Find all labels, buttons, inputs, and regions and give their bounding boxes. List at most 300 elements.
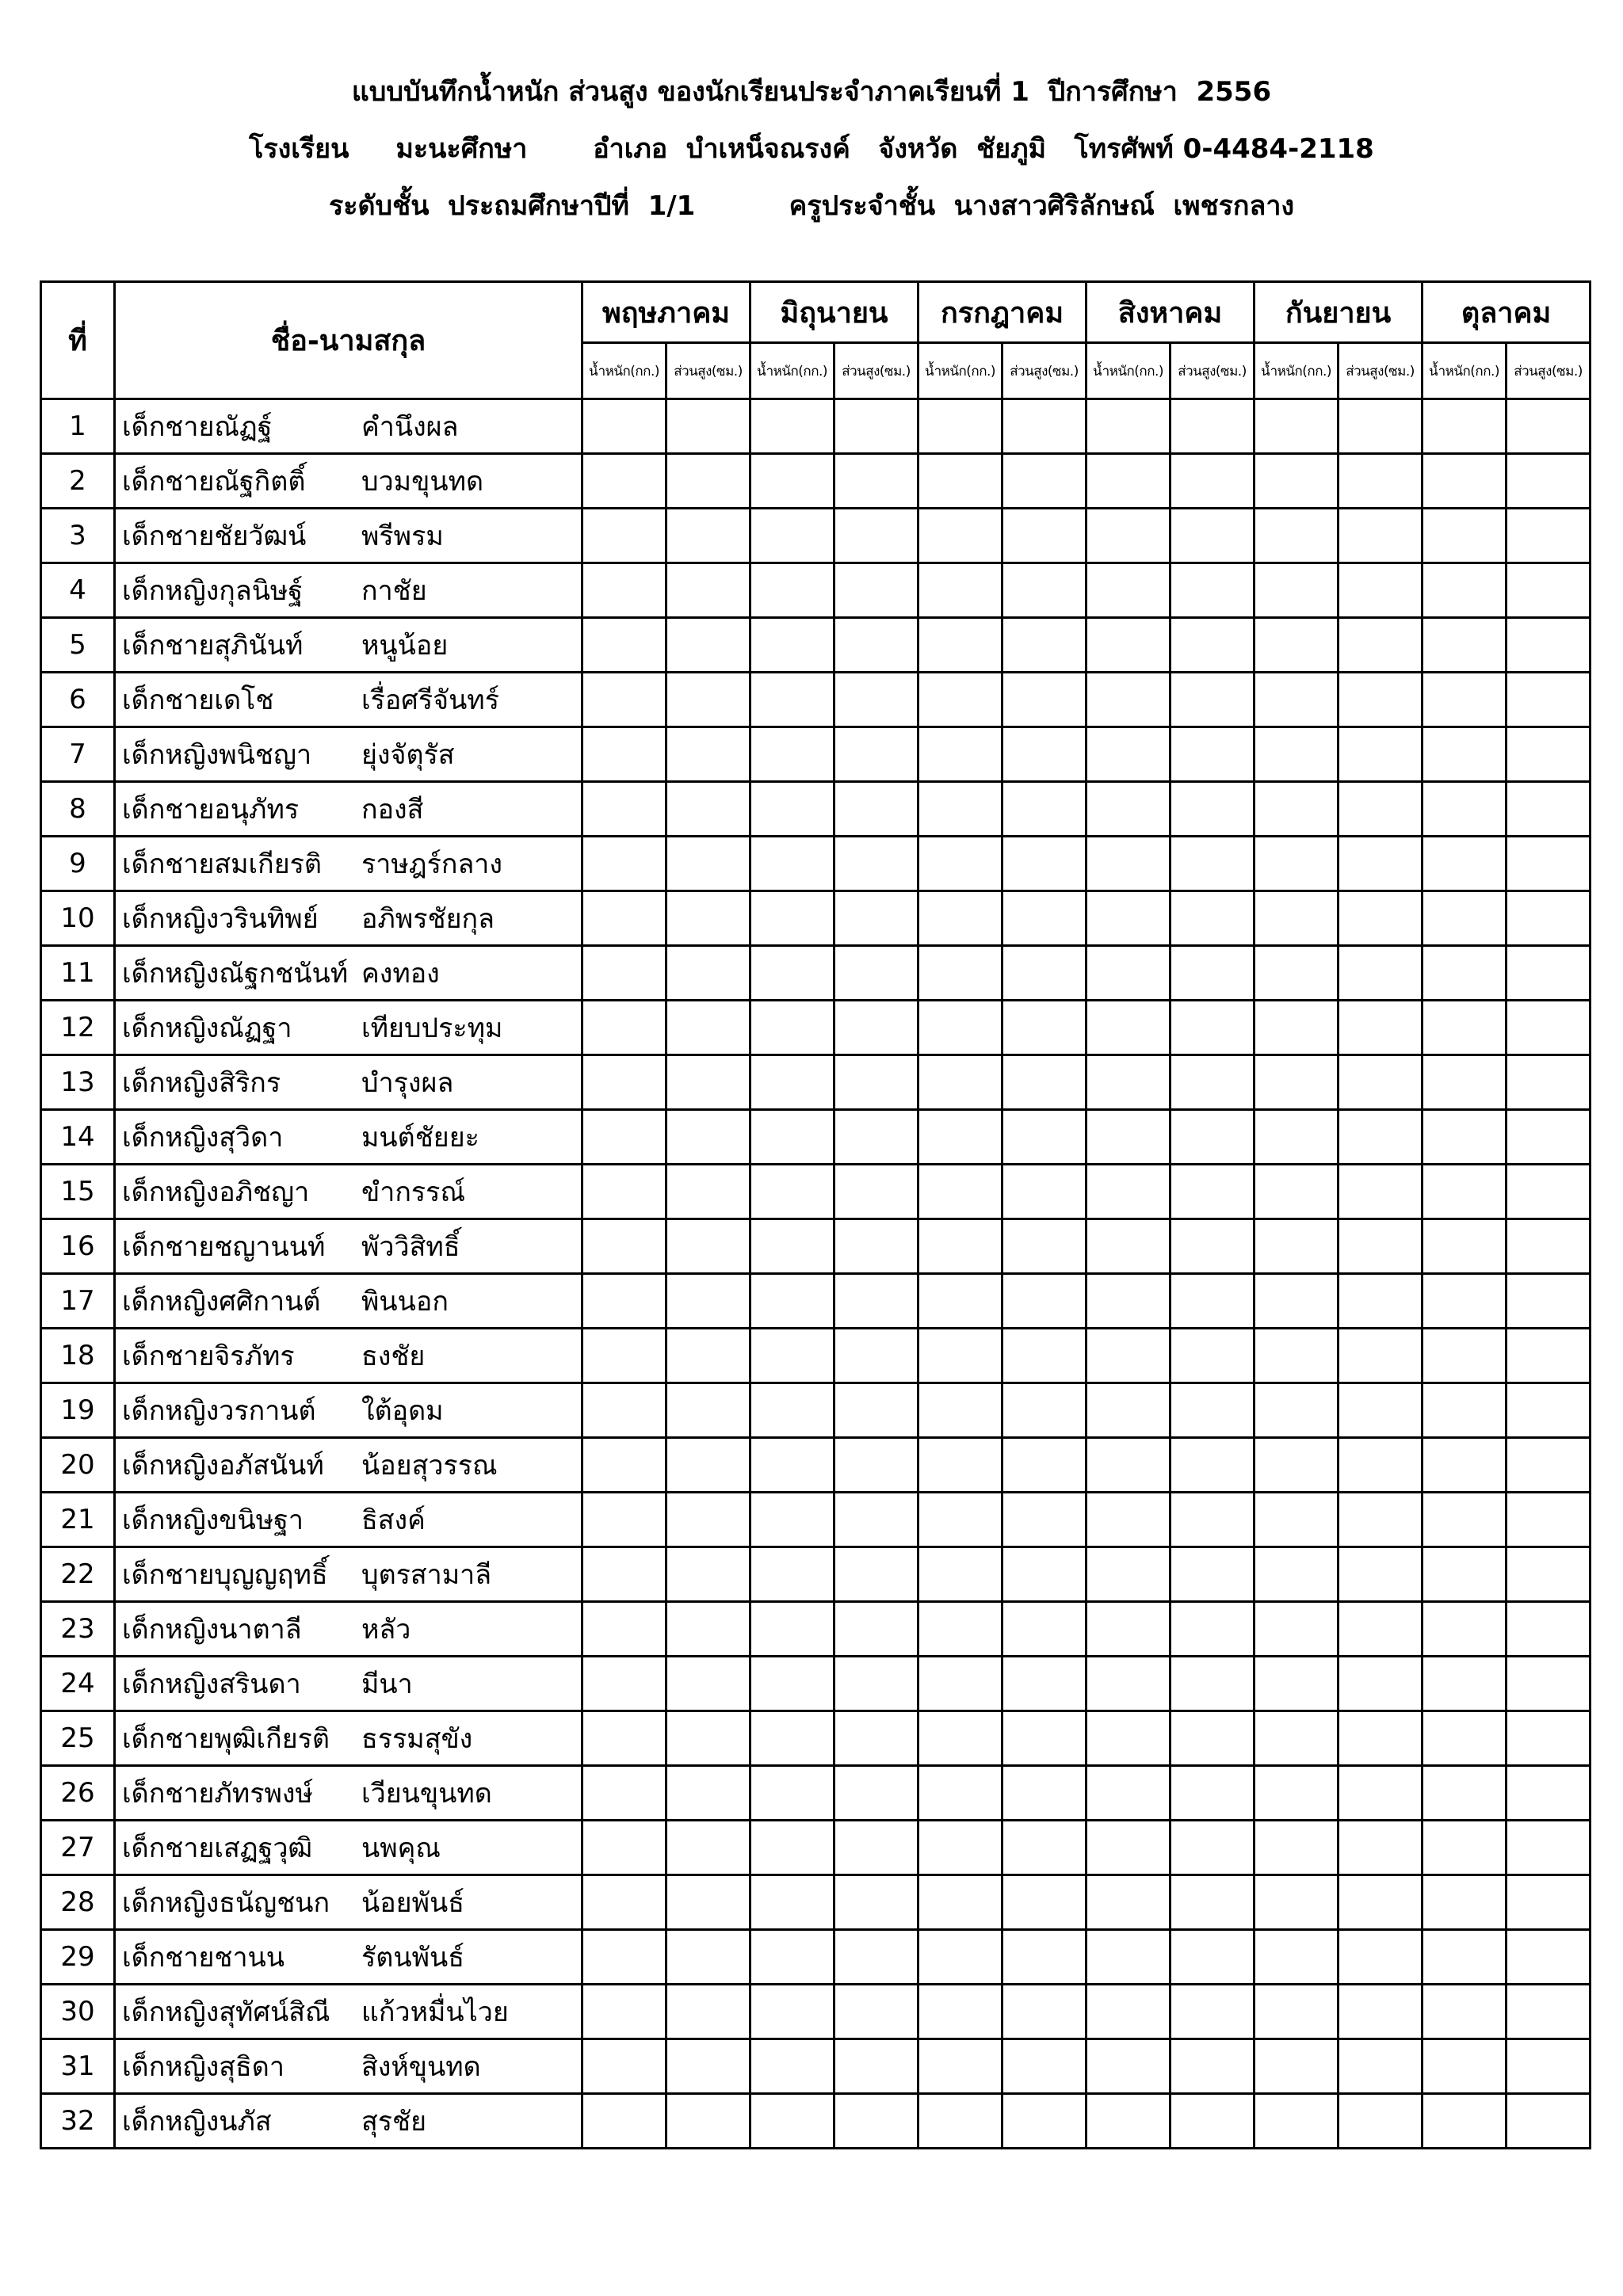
height-cell[interactable] [1338,1875,1423,1930]
height-cell[interactable] [1002,891,1086,946]
height-cell[interactable] [1507,2039,1591,2094]
weight-cell[interactable] [918,1001,1002,1055]
height-cell[interactable] [1170,1110,1254,1165]
height-cell[interactable] [1507,891,1591,946]
weight-cell[interactable] [1086,1930,1170,1985]
height-cell[interactable] [1002,1930,1086,1985]
weight-cell[interactable] [582,1875,666,1930]
weight-cell[interactable] [918,782,1002,837]
weight-cell[interactable] [1423,782,1507,837]
weight-cell[interactable] [1423,837,1507,891]
height-cell[interactable] [1338,1055,1423,1110]
height-cell[interactable] [1507,1165,1591,1219]
height-cell[interactable] [666,1821,750,1875]
height-cell[interactable] [1338,782,1423,837]
weight-cell[interactable] [918,1383,1002,1438]
weight-cell[interactable] [582,618,666,673]
weight-cell[interactable] [1086,1055,1170,1110]
weight-cell[interactable] [1086,618,1170,673]
weight-cell[interactable] [1086,1329,1170,1383]
weight-cell[interactable] [1423,454,1507,509]
weight-cell[interactable] [1086,1110,1170,1165]
height-cell[interactable] [1507,563,1591,618]
weight-cell[interactable] [1254,1547,1338,1602]
weight-cell[interactable] [750,1110,834,1165]
height-cell[interactable] [834,946,918,1001]
weight-cell[interactable] [750,1438,834,1493]
weight-cell[interactable] [1254,727,1338,782]
height-cell[interactable] [666,1711,750,1766]
height-cell[interactable] [1507,673,1591,727]
weight-cell[interactable] [1086,509,1170,563]
weight-cell[interactable] [750,2094,834,2149]
height-cell[interactable] [834,1110,918,1165]
height-cell[interactable] [1507,727,1591,782]
weight-cell[interactable] [1254,1110,1338,1165]
height-cell[interactable] [666,782,750,837]
height-cell[interactable] [666,1001,750,1055]
height-cell[interactable] [1170,1001,1254,1055]
height-cell[interactable] [666,673,750,727]
height-cell[interactable] [666,509,750,563]
weight-cell[interactable] [1086,1438,1170,1493]
height-cell[interactable] [834,837,918,891]
height-cell[interactable] [834,1657,918,1711]
weight-cell[interactable] [918,1110,1002,1165]
weight-cell[interactable] [582,1821,666,1875]
height-cell[interactable] [834,1001,918,1055]
weight-cell[interactable] [750,1821,834,1875]
weight-cell[interactable] [1086,563,1170,618]
weight-cell[interactable] [1423,1329,1507,1383]
height-cell[interactable] [1170,727,1254,782]
weight-cell[interactable] [582,1766,666,1821]
height-cell[interactable] [1338,1711,1423,1766]
weight-cell[interactable] [750,1602,834,1657]
height-cell[interactable] [834,1219,918,1274]
weight-cell[interactable] [918,1711,1002,1766]
weight-cell[interactable] [750,1493,834,1547]
height-cell[interactable] [834,1547,918,1602]
weight-cell[interactable] [1086,891,1170,946]
height-cell[interactable] [666,1985,750,2039]
weight-cell[interactable] [1254,1493,1338,1547]
height-cell[interactable] [1338,618,1423,673]
weight-cell[interactable] [918,1493,1002,1547]
height-cell[interactable] [1507,1110,1591,1165]
height-cell[interactable] [1338,509,1423,563]
weight-cell[interactable] [1086,1001,1170,1055]
height-cell[interactable] [666,1930,750,1985]
weight-cell[interactable] [1086,1274,1170,1329]
height-cell[interactable] [834,1875,918,1930]
weight-cell[interactable] [1423,2039,1507,2094]
weight-cell[interactable] [1254,1438,1338,1493]
weight-cell[interactable] [918,399,1002,454]
weight-cell[interactable] [1423,1985,1507,2039]
weight-cell[interactable] [582,454,666,509]
weight-cell[interactable] [1254,1875,1338,1930]
height-cell[interactable] [1338,1766,1423,1821]
weight-cell[interactable] [750,509,834,563]
weight-cell[interactable] [1086,946,1170,1001]
weight-cell[interactable] [1086,1657,1170,1711]
height-cell[interactable] [1002,1001,1086,1055]
height-cell[interactable] [666,1165,750,1219]
weight-cell[interactable] [750,727,834,782]
weight-cell[interactable] [582,1985,666,2039]
height-cell[interactable] [1507,1547,1591,1602]
height-cell[interactable] [1507,1329,1591,1383]
weight-cell[interactable] [1086,399,1170,454]
height-cell[interactable] [834,563,918,618]
weight-cell[interactable] [582,1602,666,1657]
height-cell[interactable] [1507,1602,1591,1657]
weight-cell[interactable] [918,509,1002,563]
weight-cell[interactable] [582,673,666,727]
height-cell[interactable] [1170,1875,1254,1930]
height-cell[interactable] [1002,1329,1086,1383]
height-cell[interactable] [1170,618,1254,673]
weight-cell[interactable] [1423,399,1507,454]
height-cell[interactable] [1002,1110,1086,1165]
weight-cell[interactable] [1254,837,1338,891]
weight-cell[interactable] [1254,1055,1338,1110]
height-cell[interactable] [834,1930,918,1985]
height-cell[interactable] [834,1493,918,1547]
weight-cell[interactable] [750,1165,834,1219]
height-cell[interactable] [666,1383,750,1438]
weight-cell[interactable] [918,618,1002,673]
height-cell[interactable] [834,1821,918,1875]
height-cell[interactable] [1507,1438,1591,1493]
weight-cell[interactable] [1086,1985,1170,2039]
weight-cell[interactable] [750,1766,834,1821]
height-cell[interactable] [1170,1055,1254,1110]
weight-cell[interactable] [582,1493,666,1547]
height-cell[interactable] [666,454,750,509]
height-cell[interactable] [1507,1711,1591,1766]
height-cell[interactable] [1170,1547,1254,1602]
height-cell[interactable] [1170,1165,1254,1219]
weight-cell[interactable] [918,1657,1002,1711]
height-cell[interactable] [1002,727,1086,782]
height-cell[interactable] [666,1547,750,1602]
weight-cell[interactable] [1423,1001,1507,1055]
height-cell[interactable] [666,1329,750,1383]
height-cell[interactable] [1170,2094,1254,2149]
weight-cell[interactable] [1423,1110,1507,1165]
weight-cell[interactable] [582,2094,666,2149]
weight-cell[interactable] [582,1329,666,1383]
height-cell[interactable] [1338,1547,1423,1602]
weight-cell[interactable] [1086,1547,1170,1602]
height-cell[interactable] [1170,509,1254,563]
height-cell[interactable] [1338,1329,1423,1383]
weight-cell[interactable] [918,673,1002,727]
height-cell[interactable] [1507,1657,1591,1711]
height-cell[interactable] [1338,454,1423,509]
height-cell[interactable] [1002,1657,1086,1711]
weight-cell[interactable] [582,1165,666,1219]
weight-cell[interactable] [1423,891,1507,946]
weight-cell[interactable] [582,1711,666,1766]
height-cell[interactable] [1507,454,1591,509]
weight-cell[interactable] [750,1657,834,1711]
height-cell[interactable] [1002,1165,1086,1219]
height-cell[interactable] [834,1165,918,1219]
weight-cell[interactable] [918,2039,1002,2094]
height-cell[interactable] [666,727,750,782]
height-cell[interactable] [1507,399,1591,454]
weight-cell[interactable] [1254,1165,1338,1219]
height-cell[interactable] [666,2094,750,2149]
height-cell[interactable] [1170,1493,1254,1547]
height-cell[interactable] [834,454,918,509]
height-cell[interactable] [1338,1493,1423,1547]
weight-cell[interactable] [750,1985,834,2039]
height-cell[interactable] [1002,2039,1086,2094]
height-cell[interactable] [1338,673,1423,727]
weight-cell[interactable] [918,563,1002,618]
height-cell[interactable] [834,2094,918,2149]
height-cell[interactable] [1002,509,1086,563]
weight-cell[interactable] [582,1547,666,1602]
height-cell[interactable] [1170,1383,1254,1438]
weight-cell[interactable] [1423,946,1507,1001]
height-cell[interactable] [1338,1438,1423,1493]
height-cell[interactable] [1507,837,1591,891]
weight-cell[interactable] [1423,1657,1507,1711]
height-cell[interactable] [1507,1274,1591,1329]
weight-cell[interactable] [1086,837,1170,891]
weight-cell[interactable] [1086,1821,1170,1875]
height-cell[interactable] [1002,1602,1086,1657]
height-cell[interactable] [1002,1875,1086,1930]
weight-cell[interactable] [1423,1274,1507,1329]
height-cell[interactable] [834,727,918,782]
height-cell[interactable] [1507,1985,1591,2039]
height-cell[interactable] [1338,1001,1423,1055]
height-cell[interactable] [834,618,918,673]
weight-cell[interactable] [582,563,666,618]
height-cell[interactable] [1170,946,1254,1001]
height-cell[interactable] [666,946,750,1001]
height-cell[interactable] [1338,2094,1423,2149]
height-cell[interactable] [1170,1657,1254,1711]
weight-cell[interactable] [1254,1001,1338,1055]
height-cell[interactable] [1507,1821,1591,1875]
height-cell[interactable] [1507,946,1591,1001]
height-cell[interactable] [1338,399,1423,454]
height-cell[interactable] [666,1766,750,1821]
weight-cell[interactable] [750,1711,834,1766]
height-cell[interactable] [834,1438,918,1493]
weight-cell[interactable] [582,891,666,946]
height-cell[interactable] [666,1875,750,1930]
weight-cell[interactable] [918,1547,1002,1602]
height-cell[interactable] [1002,563,1086,618]
height-cell[interactable] [666,1602,750,1657]
height-cell[interactable] [1338,1821,1423,1875]
height-cell[interactable] [1338,837,1423,891]
height-cell[interactable] [834,891,918,946]
weight-cell[interactable] [918,1930,1002,1985]
weight-cell[interactable] [750,399,834,454]
weight-cell[interactable] [750,946,834,1001]
weight-cell[interactable] [1254,563,1338,618]
weight-cell[interactable] [1423,1930,1507,1985]
height-cell[interactable] [1002,1274,1086,1329]
weight-cell[interactable] [1086,673,1170,727]
height-cell[interactable] [1170,673,1254,727]
weight-cell[interactable] [750,563,834,618]
weight-cell[interactable] [582,727,666,782]
height-cell[interactable] [1338,891,1423,946]
height-cell[interactable] [834,1329,918,1383]
height-cell[interactable] [1507,1055,1591,1110]
height-cell[interactable] [1338,1383,1423,1438]
height-cell[interactable] [834,1383,918,1438]
height-cell[interactable] [1338,946,1423,1001]
height-cell[interactable] [1507,1383,1591,1438]
weight-cell[interactable] [582,1110,666,1165]
weight-cell[interactable] [918,2094,1002,2149]
height-cell[interactable] [1002,946,1086,1001]
height-cell[interactable] [1002,454,1086,509]
height-cell[interactable] [666,1657,750,1711]
weight-cell[interactable] [1423,1438,1507,1493]
height-cell[interactable] [666,618,750,673]
weight-cell[interactable] [750,782,834,837]
weight-cell[interactable] [918,1438,1002,1493]
height-cell[interactable] [1170,1930,1254,1985]
height-cell[interactable] [1170,1821,1254,1875]
height-cell[interactable] [1170,2039,1254,2094]
weight-cell[interactable] [582,1438,666,1493]
weight-cell[interactable] [750,891,834,946]
weight-cell[interactable] [750,1930,834,1985]
weight-cell[interactable] [1086,1875,1170,1930]
weight-cell[interactable] [1086,454,1170,509]
height-cell[interactable] [1338,727,1423,782]
weight-cell[interactable] [1423,2094,1507,2149]
height-cell[interactable] [1002,1383,1086,1438]
weight-cell[interactable] [582,1001,666,1055]
weight-cell[interactable] [750,1274,834,1329]
weight-cell[interactable] [1086,2039,1170,2094]
height-cell[interactable] [666,1438,750,1493]
height-cell[interactable] [1002,1821,1086,1875]
weight-cell[interactable] [1423,509,1507,563]
height-cell[interactable] [1170,837,1254,891]
weight-cell[interactable] [582,2039,666,2094]
weight-cell[interactable] [1254,1930,1338,1985]
weight-cell[interactable] [1254,1219,1338,1274]
height-cell[interactable] [666,1055,750,1110]
height-cell[interactable] [1170,1711,1254,1766]
height-cell[interactable] [1170,454,1254,509]
weight-cell[interactable] [1086,1165,1170,1219]
height-cell[interactable] [1338,1930,1423,1985]
weight-cell[interactable] [1423,673,1507,727]
height-cell[interactable] [1002,1493,1086,1547]
height-cell[interactable] [834,2039,918,2094]
weight-cell[interactable] [750,1875,834,1930]
weight-cell[interactable] [918,727,1002,782]
height-cell[interactable] [1507,618,1591,673]
weight-cell[interactable] [1254,509,1338,563]
weight-cell[interactable] [582,1930,666,1985]
height-cell[interactable] [1002,1055,1086,1110]
height-cell[interactable] [1170,1602,1254,1657]
weight-cell[interactable] [918,1274,1002,1329]
weight-cell[interactable] [1254,1657,1338,1711]
height-cell[interactable] [1002,1711,1086,1766]
weight-cell[interactable] [1423,1383,1507,1438]
weight-cell[interactable] [918,891,1002,946]
weight-cell[interactable] [1254,2039,1338,2094]
weight-cell[interactable] [918,1821,1002,1875]
weight-cell[interactable] [1423,1219,1507,1274]
height-cell[interactable] [1338,1110,1423,1165]
weight-cell[interactable] [582,1657,666,1711]
height-cell[interactable] [1170,399,1254,454]
weight-cell[interactable] [1423,727,1507,782]
height-cell[interactable] [666,563,750,618]
height-cell[interactable] [1170,1438,1254,1493]
height-cell[interactable] [1170,1219,1254,1274]
weight-cell[interactable] [1423,618,1507,673]
weight-cell[interactable] [582,1055,666,1110]
weight-cell[interactable] [1086,782,1170,837]
weight-cell[interactable] [1423,1875,1507,1930]
height-cell[interactable] [1002,673,1086,727]
weight-cell[interactable] [750,673,834,727]
height-cell[interactable] [1507,782,1591,837]
weight-cell[interactable] [1254,782,1338,837]
weight-cell[interactable] [1086,1602,1170,1657]
weight-cell[interactable] [1423,1493,1507,1547]
height-cell[interactable] [834,509,918,563]
weight-cell[interactable] [918,946,1002,1001]
weight-cell[interactable] [918,1219,1002,1274]
height-cell[interactable] [1507,1219,1591,1274]
weight-cell[interactable] [582,399,666,454]
weight-cell[interactable] [1254,1821,1338,1875]
weight-cell[interactable] [1254,673,1338,727]
height-cell[interactable] [834,1274,918,1329]
weight-cell[interactable] [1254,1329,1338,1383]
height-cell[interactable] [666,1110,750,1165]
height-cell[interactable] [666,1274,750,1329]
weight-cell[interactable] [1086,1766,1170,1821]
weight-cell[interactable] [1254,399,1338,454]
weight-cell[interactable] [1086,1219,1170,1274]
weight-cell[interactable] [918,837,1002,891]
weight-cell[interactable] [1254,618,1338,673]
height-cell[interactable] [666,2039,750,2094]
height-cell[interactable] [666,837,750,891]
weight-cell[interactable] [1423,1165,1507,1219]
height-cell[interactable] [1507,1766,1591,1821]
weight-cell[interactable] [1086,2094,1170,2149]
weight-cell[interactable] [918,1329,1002,1383]
weight-cell[interactable] [582,946,666,1001]
height-cell[interactable] [1338,1602,1423,1657]
weight-cell[interactable] [750,1547,834,1602]
height-cell[interactable] [1170,1766,1254,1821]
